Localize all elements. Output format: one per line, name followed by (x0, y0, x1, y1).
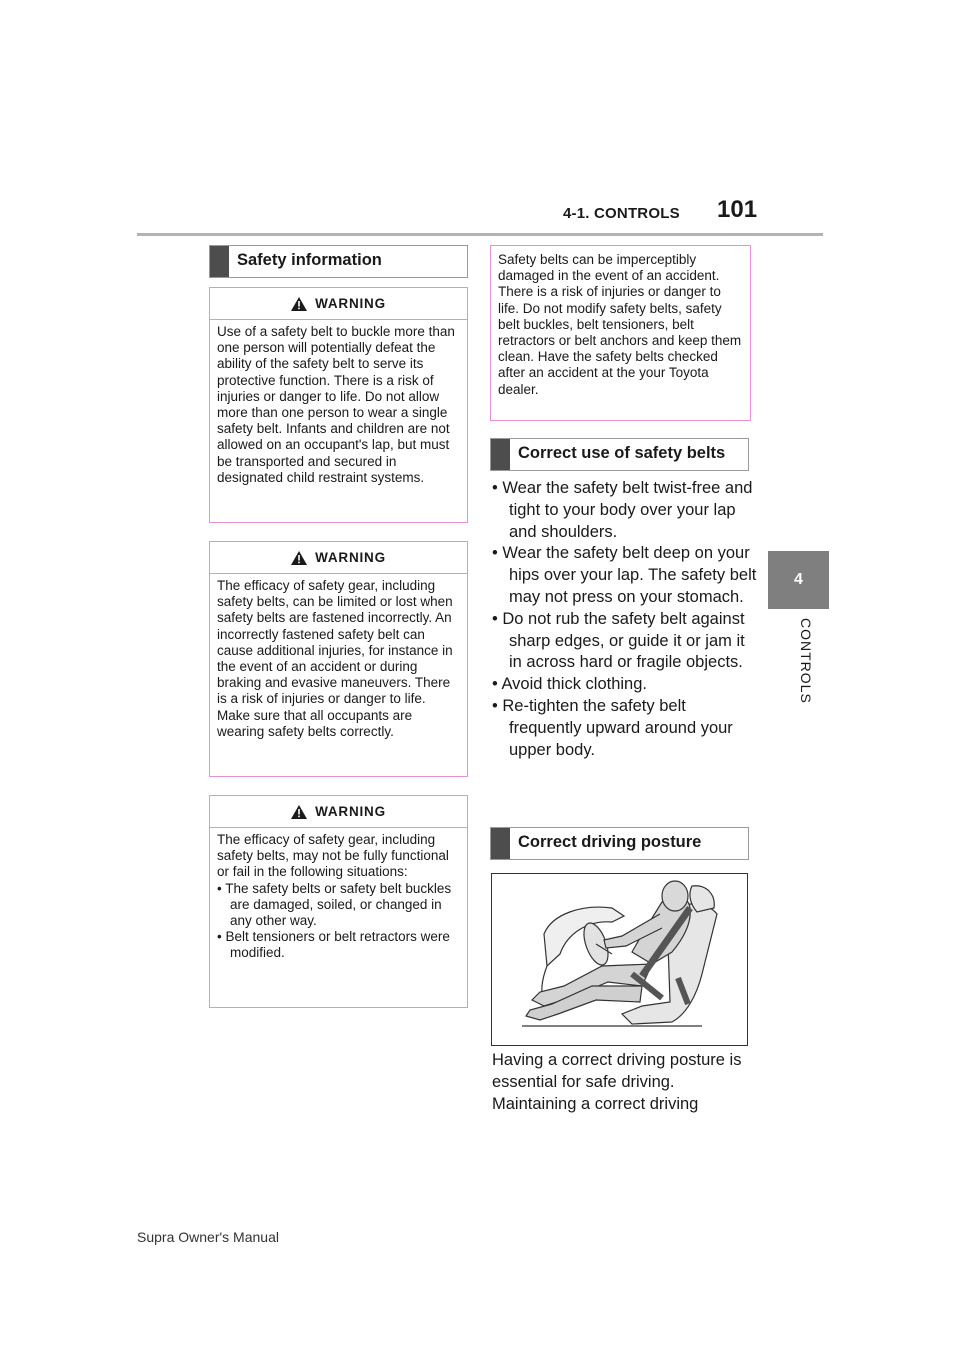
heading-bar (491, 439, 510, 470)
warning-triangle-icon (291, 297, 307, 311)
header-divider (137, 233, 823, 236)
warning-text: The efficacy of safety gear, including safety belts, may not be fully functional or fail in the following situations: (217, 832, 449, 880)
warning-header (210, 288, 467, 320)
warning-bullet: • The safety belts or safety belt buckles are damaged, soiled, or changed in any other way. (217, 880, 452, 929)
driving-posture-illustration (491, 873, 748, 1046)
section-header: 4-1. CONTROLS (563, 205, 680, 222)
section-title: Correct driving posture (518, 833, 702, 851)
section-title: Correct use of safety belts (518, 444, 726, 462)
heading-bar (210, 246, 229, 277)
footer-manual-title: Supra Owner's Manual (137, 1229, 279, 1245)
warning-triangle-icon (291, 805, 307, 819)
warning-text: Use of a safety belt to buckle more than one person will potentially defeat the ability of the safety belt to serve its protective function. There is a risk of injuries or danger to life. Do not allow more than one person to wear a single safety belt. Infants and children are not allowed on an occupant's lap, but must be transported and secured in designated child restraint systems. (217, 324, 455, 485)
warning-label: WARNING (315, 804, 386, 819)
heading-bar (491, 828, 510, 859)
warning-header (210, 796, 467, 828)
driver-seated-illustration (492, 874, 747, 1045)
warning-box-3 (209, 795, 468, 1008)
section-heading-correct-use (490, 438, 749, 471)
list-item: • Wear the safety belt twist-free and tight to your body over your lap and shoulders. (492, 479, 753, 541)
list-item: • Do not rub the safety belt against sharp edges, or guide it or jam it in across hard or fragile objects. (492, 609, 745, 672)
warning-box-1 (209, 287, 468, 523)
section-heading-driving-posture (490, 827, 749, 860)
list-item: • Re-tighten the safety belt frequently upward around your upper body. (492, 696, 733, 759)
warning-header (210, 542, 467, 574)
chapter-tab: 4 (768, 551, 829, 609)
safety-belt-bullets (492, 478, 762, 761)
warning-bullet: • Belt tensioners or belt retractors were modified. (217, 929, 450, 961)
list-item: • Avoid thick clothing. (492, 675, 647, 694)
posture-paragraph: Having a correct driving posture is essential for safe driving. Maintaining a correct driving (492, 1051, 742, 1113)
warning-text: The efficacy of safety gear, including safety belts, can be limited or lost when safety belts are fastened incorrectly. An incorrectly fastened safety belt can cause additional injuries, for instance in the event of an accident or during braking and evasive maneuvers. There is a risk of injuries or danger to life. Make sure that all occupants are wearing safety belts correctly. (217, 578, 453, 739)
section-heading-safety-information (209, 245, 468, 278)
warning-box-2 (209, 541, 468, 777)
list-item: • Wear the safety belt deep on your hips over your lap. The safety belt may not press on your stomach. (492, 544, 757, 606)
warning-label: WARNING (315, 550, 386, 565)
warning-label: WARNING (315, 296, 386, 311)
warning-text: Safety belts can be imperceptibly damaged in the event of an accident. There is a risk of injuries or danger to life. Do not modify safety belts, safety belt buckles, belt tensioners, belt retractors or belt anchors and keep them clean. Have the safety belts checked after an accident at the your Toyota dealer. (498, 252, 742, 397)
chapter-label: CONTROLS (798, 618, 814, 704)
section-title: Safety information (237, 251, 382, 269)
page-number: 101 (717, 196, 758, 223)
warning-box-continued (490, 245, 751, 421)
warning-triangle-icon (291, 551, 307, 565)
